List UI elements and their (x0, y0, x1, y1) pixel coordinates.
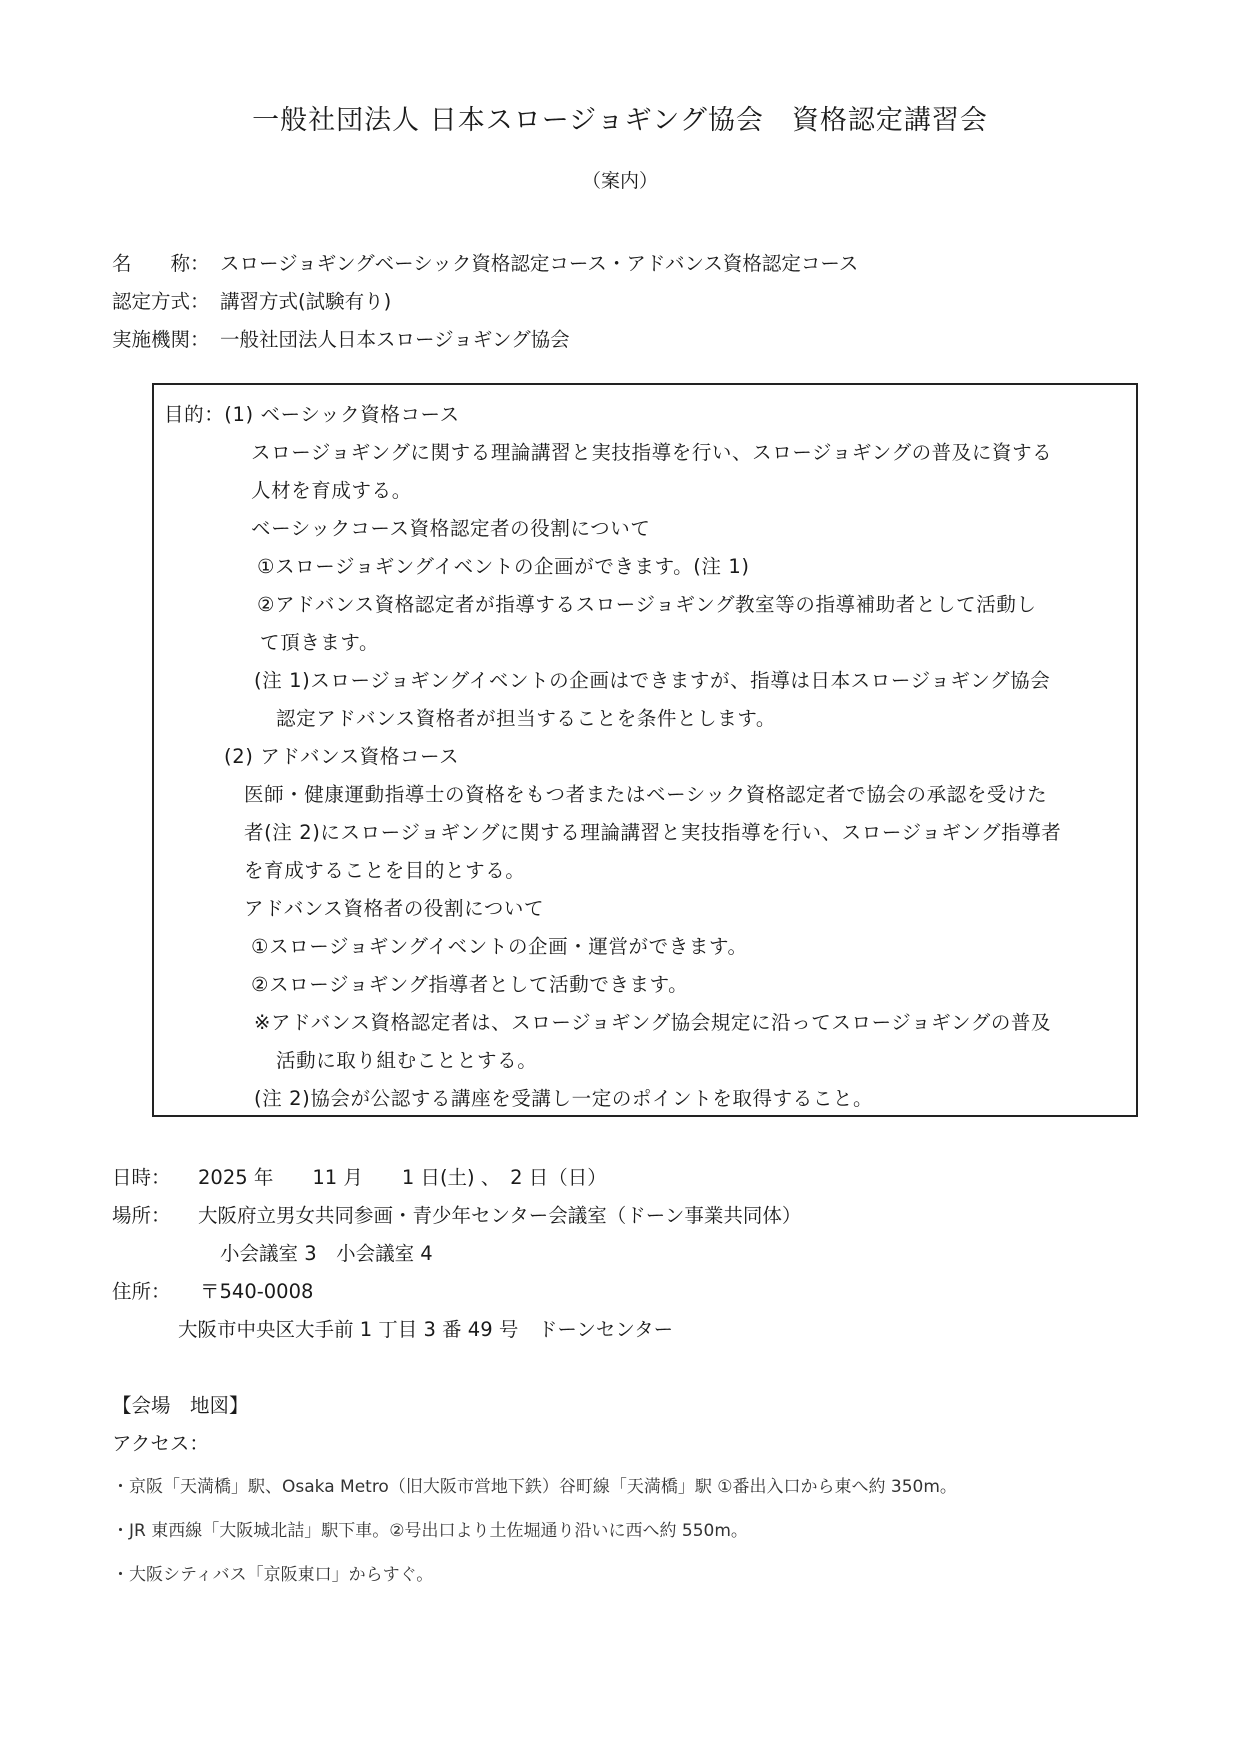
document-subtitle: （案内） (581, 170, 658, 192)
info-name-label: 名 称： (112, 252, 210, 275)
document-title: 一般社団法人 日本スロージョギング協会 資格認定講習会 (252, 105, 988, 136)
date-label: 日時： (112, 1166, 171, 1189)
purpose-line: ①スロージョギングイベントの企画・運営ができます。 (251, 935, 748, 958)
purpose-line: て頂きます。 (260, 631, 380, 654)
purpose-line: 認定アドバンス資格者が担当することを条件とします。 (276, 707, 776, 730)
info-org-row (112, 324, 570, 352)
purpose-box (152, 383, 1138, 1117)
purpose-line: アドバンス資格者の役割について (244, 897, 545, 920)
address-label: 住所： (112, 1280, 171, 1303)
purpose-line: 医師・健康運動指導士の資格をもつ者またはベーシック資格認定者で協会の承認を受けた (244, 783, 1048, 806)
purpose-line: ②アドバンス資格認定者が指導するスロージョギング教室等の指導補助者として活動し (257, 593, 1037, 616)
purpose-line: (注 2)協会が公認する講座を受講し一定のポイントを取得すること。 (254, 1087, 874, 1110)
purpose-line: ベーシックコース資格認定者の役割について (251, 517, 651, 540)
access-label: アクセス： (112, 1432, 209, 1455)
access-route: ・大阪シティバス「京阪東口」からすぐ。 (112, 1565, 434, 1585)
purpose-line: (注 1)スロージョギングイベントの企画はできますが、指導は日本スロージョギング協会 (254, 669, 1051, 692)
purpose-line: を育成することを目的とする。 (244, 859, 526, 882)
purpose-line: (2) アドバンス資格コース (224, 745, 460, 768)
info-method-row (112, 286, 391, 314)
purpose-line: 人材を育成する。 (251, 479, 412, 502)
purpose-line: 活動に取り組むこととする。 (276, 1049, 538, 1072)
postal-code: 〒540-0008 (200, 1280, 314, 1303)
purpose-line: ①スロージョギングイベントの企画ができます。(注 1) (257, 555, 750, 578)
access-route: ・京阪「天満橋」駅、Osaka Metro（旧大阪市営地下鉄）谷町線「天満橋」駅 ①番出入口から東へ約 350m。 (112, 1477, 957, 1497)
place-rooms: 小会議室 3 小会議室 4 (220, 1242, 433, 1265)
purpose-line: 者(注 2)にスロージョギングに関する理論講習と実技指導を行い、スロージョギング指導者 (244, 821, 1062, 844)
info-name-value: スロージョギングベーシック資格認定コース・アドバンス資格認定コース (220, 252, 859, 275)
venue-map-heading: 【会場 地図】 (112, 1394, 249, 1417)
info-org-value: 一般社団法人日本スロージョギング協会 (220, 328, 570, 351)
info-org-label: 実施機関： (112, 328, 210, 351)
purpose-line: ※アドバンス資格認定者は、スロージョギング協会規定に沿ってスロージョギングの普及 (254, 1011, 1052, 1034)
info-name-row (112, 248, 858, 276)
info-method-label: 認定方式： (112, 290, 210, 313)
info-method-value: 講習方式(試験有り) (220, 290, 392, 313)
address-value: 大阪市中央区大手前 1 丁目 3 番 49 号 ドーンセンター (178, 1318, 674, 1341)
purpose-line: スロージョギングに関する理論講習と実技指導を行い、スロージョギングの普及に資する (251, 441, 1053, 464)
place-label: 場所： (112, 1204, 171, 1227)
purpose-line: ②スロージョギング指導者として活動できます。 (251, 973, 689, 996)
access-route: ・JR 東西線「大阪城北詰」駅下車。②号出口より土佐堀通り沿いに西へ約 550m。 (112, 1521, 748, 1541)
purpose-line: 目的：(1) ベーシック資格コース (164, 403, 460, 426)
place-value: 大阪府立男女共同参画・青少年センター会議室（ドーン事業共同体） (198, 1204, 802, 1227)
date-value: 2025 年 11 月 1 日(土) 、 2 日（日） (198, 1166, 607, 1189)
